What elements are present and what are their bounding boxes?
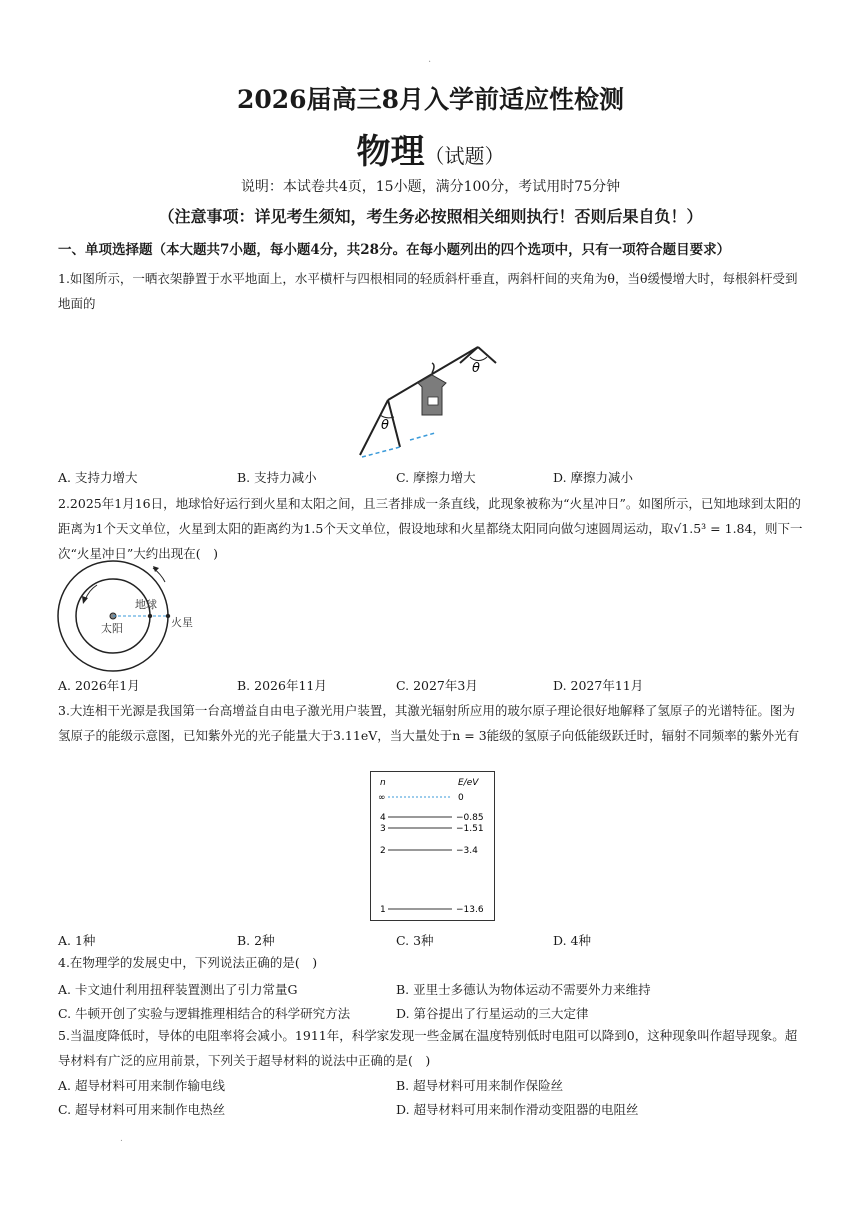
q1-option-d[interactable]: D. 摩擦力减小 — [553, 470, 634, 485]
level-e: −13.6 — [456, 905, 484, 915]
q5-option-b[interactable]: B. 超导材料可用来制作保险丝 — [396, 1078, 564, 1093]
svg-text:θ: θ — [381, 418, 389, 433]
q5-option-c[interactable]: C. 超导材料可用来制作电热丝 — [58, 1102, 226, 1117]
q1-option-b[interactable]: B. 支持力减小 — [237, 470, 317, 485]
level-n: 1 — [380, 905, 386, 915]
q3-stem: 3.大连相干光源是我国第一台高增益自由电子激光用户装置，其激光辐射所应用的玻尔原子理论很好地解释了氢原子的光谱特征。图为氢原子的能级示意图，已知紫外光的光子能量大于3.11eV，当大量处于n = 3能级的氢原子向低能级跃迁时，辐射不同频率的紫外光有 — [58, 703, 800, 743]
e-axis-label: E/eV — [458, 778, 479, 788]
q2-stem: 2.2025年1月16日，地球恰好运行到火星和太阳之间，且三者排成一条直线，此现象被称为“火星冲日”。如图所示，已知地球到太阳的距离为1个天文单位，火星到太阳的距离约为1.5个天文单位，假设地球和火星都绕太阳同向做匀速圆周运动，取√1.5³ = 1.84，则下一次“火星冲日”大约出现在( ) — [58, 496, 803, 561]
bottom-dot: . — [120, 1134, 123, 1144]
q1-option-a[interactable]: A. 支持力增大 — [58, 470, 138, 485]
q3-option-b[interactable]: B. 2种 — [237, 933, 275, 948]
exam-title: 2026届高三8月入学前适应性检测 — [237, 85, 624, 114]
q3-option-a[interactable]: A. 1种 — [58, 933, 96, 948]
q3-option-d[interactable]: D. 4种 — [553, 933, 591, 948]
q2-option-d[interactable]: D. 2027年11月 — [553, 678, 644, 693]
q2-option-a[interactable]: A. 2026年1月 — [58, 678, 140, 693]
q2-option-c[interactable]: C. 2027年3月 — [396, 678, 478, 693]
orbit-figure — [55, 560, 205, 680]
svg-text:θ: θ — [472, 361, 480, 376]
level-e: −0.85 — [456, 813, 484, 823]
exam-warning: （注意事项：详见考生须知，考生务必按照相关细则执行！否则后果自负！） — [158, 207, 703, 226]
q4-option-b[interactable]: B. 亚里士多德认为物体运动不需要外力来维持 — [396, 982, 651, 997]
energy-level-figure — [370, 771, 495, 921]
level-n: 4 — [380, 813, 386, 823]
level-n: 3 — [380, 824, 386, 834]
level-e: −3.4 — [456, 846, 478, 856]
q4-option-d[interactable]: D. 第谷提出了行星运动的三大定律 — [396, 1006, 589, 1021]
q1-stem: 1.如图所示，一晒衣架静置于水平地面上，水平横杆与四根相同的轻质斜杆垂直，两斜杆间的夹角为θ，当θ缓慢增大时，每根斜杆受到地面的 — [58, 271, 798, 311]
q5-option-a[interactable]: A. 超导材料可用来制作输电线 — [58, 1078, 225, 1093]
q3-option-c[interactable]: C. 3种 — [396, 933, 434, 948]
q5-stem: 5.当温度降低时，导体的电阻率将会减小。1911年，科学家发现一些金属在温度特别低时电阻可以降到0，这种现象叫作超导现象。超导材料有广泛的应用前景，下列关于超导材料的说法中正确的是( ) — [58, 1028, 798, 1068]
level-n: 2 — [380, 846, 386, 856]
level-n: ∞ — [378, 793, 386, 803]
level-e: 0 — [458, 793, 464, 803]
q4-stem: 4.在物理学的发展史中，下列说法正确的是( ) — [58, 955, 318, 970]
exam-note: 说明：本试卷共4页，15小题，满分100分，考试用时75分钟 — [240, 179, 621, 195]
q4-option-c[interactable]: C. 牛顿开创了实验与逻辑推理相结合的科学研究方法 — [58, 1006, 351, 1021]
n-axis-label: n — [380, 778, 386, 788]
clothes-rack-figure — [350, 335, 510, 460]
sun-label: 太阳 — [101, 622, 123, 635]
top-dot: . — [428, 54, 432, 65]
section-heading: 一、单项选择题（本大题共7小题，每小题4分，共28分。在每小题列出的四个选项中，只有一项符合题目要求） — [58, 242, 731, 258]
q1-option-c[interactable]: C. 摩擦力增大 — [396, 470, 476, 485]
earth-label: 地球 — [135, 598, 157, 611]
q2-option-b[interactable]: B. 2026年11月 — [237, 678, 327, 693]
mars-label: 火星 — [171, 616, 193, 629]
level-e: −1.51 — [456, 824, 484, 834]
subject-line — [0, 124, 861, 173]
subject-name: 物理 — [356, 132, 425, 172]
q4-option-a[interactable]: A. 卡文迪什利用扭秤装置测出了引力常量G — [58, 982, 298, 997]
subject-suffix: （试题） — [424, 144, 505, 168]
q5-option-d[interactable]: D. 超导材料可用来制作滑动变阻器的电阻丝 — [396, 1102, 639, 1117]
